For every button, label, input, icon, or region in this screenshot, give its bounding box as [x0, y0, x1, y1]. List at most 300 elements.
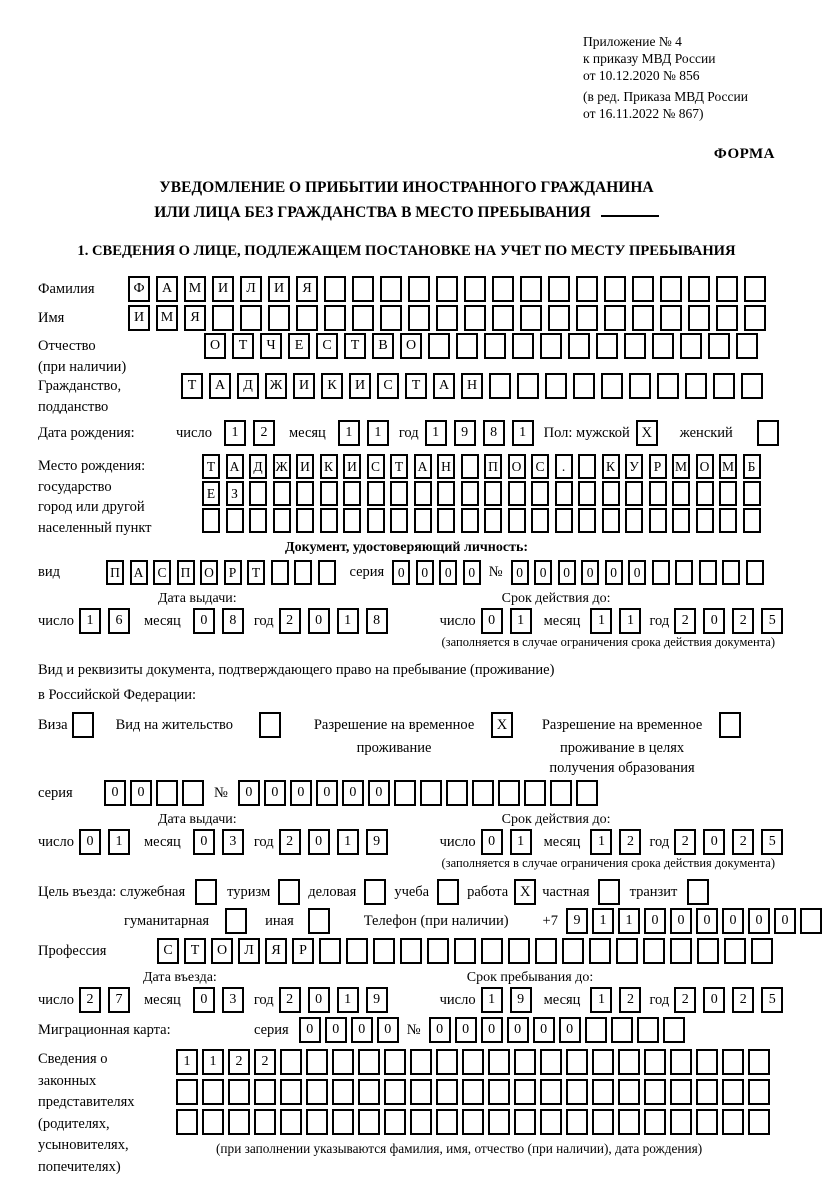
char-cell[interactable]: 0 [308, 829, 330, 855]
char-cell[interactable] [249, 481, 267, 506]
char-cell[interactable]: 1 [510, 608, 532, 634]
char-cell[interactable]: 7 [108, 987, 130, 1013]
char-cell[interactable]: 0 [429, 1017, 451, 1043]
char-cell[interactable] [202, 1109, 224, 1135]
char-cell[interactable] [663, 1017, 685, 1043]
residence-expiry-month-cells[interactable] [590, 829, 641, 855]
char-cell[interactable]: 1 [108, 829, 130, 855]
char-cell[interactable] [644, 1109, 666, 1135]
char-cell[interactable]: 1 [367, 420, 389, 446]
char-cell[interactable]: К [602, 454, 620, 479]
char-cell[interactable]: 2 [279, 829, 301, 855]
char-cell[interactable] [367, 508, 385, 533]
migration-number-cells[interactable] [429, 1017, 685, 1043]
char-cell[interactable] [573, 373, 595, 399]
char-cell[interactable]: 0 [351, 1017, 373, 1043]
char-cell[interactable] [604, 305, 626, 331]
char-cell[interactable] [632, 276, 654, 302]
char-cell[interactable]: 0 [308, 608, 330, 634]
char-cell[interactable]: 0 [481, 1017, 503, 1043]
char-cell[interactable] [176, 1079, 198, 1105]
char-cell[interactable]: Б [743, 454, 761, 479]
char-cell[interactable] [660, 276, 682, 302]
char-cell[interactable]: З [226, 481, 244, 506]
char-cell[interactable] [512, 333, 534, 359]
char-cell[interactable]: Н [437, 454, 455, 479]
char-cell[interactable] [296, 481, 314, 506]
char-cell[interactable] [390, 508, 408, 533]
char-cell[interactable] [524, 780, 546, 806]
char-cell[interactable]: 0 [748, 908, 770, 934]
char-cell[interactable]: 0 [481, 829, 503, 855]
char-cell[interactable]: 1 [619, 608, 641, 634]
char-cell[interactable]: 0 [104, 780, 126, 806]
char-cell[interactable] [437, 481, 455, 506]
char-cell[interactable] [436, 1079, 458, 1105]
char-cell[interactable]: 0 [696, 908, 718, 934]
char-cell[interactable] [228, 1109, 250, 1135]
char-cell[interactable]: К [321, 373, 343, 399]
char-cell[interactable] [637, 1017, 659, 1043]
char-cell[interactable]: О [204, 333, 226, 359]
char-cell[interactable] [751, 938, 773, 964]
issue-day-cells[interactable] [79, 608, 130, 634]
char-cell[interactable] [380, 305, 402, 331]
char-cell[interactable]: И [343, 454, 361, 479]
char-cell[interactable]: И [349, 373, 371, 399]
char-cell[interactable] [545, 373, 567, 399]
char-cell[interactable] [716, 305, 738, 331]
char-cell[interactable] [280, 1109, 302, 1135]
char-cell[interactable]: Д [249, 454, 267, 479]
purpose-official-checkbox[interactable] [195, 879, 217, 905]
char-cell[interactable] [540, 333, 562, 359]
char-cell[interactable] [550, 780, 572, 806]
char-cell[interactable]: 0 [193, 829, 215, 855]
char-cell[interactable]: 5 [761, 829, 783, 855]
char-cell[interactable] [384, 1109, 406, 1135]
char-cell[interactable] [592, 1079, 614, 1105]
char-cell[interactable] [461, 454, 479, 479]
char-cell[interactable]: 0 [416, 560, 434, 585]
char-cell[interactable] [660, 305, 682, 331]
char-cell[interactable]: А [156, 276, 178, 302]
char-cell[interactable] [548, 305, 570, 331]
char-cell[interactable] [596, 333, 618, 359]
char-cell[interactable] [358, 1109, 380, 1135]
char-cell[interactable]: 0 [534, 560, 552, 585]
char-cell[interactable]: П [177, 560, 195, 585]
char-cell[interactable] [531, 508, 549, 533]
visa-checkbox[interactable] [72, 712, 94, 738]
char-cell[interactable]: Я [265, 938, 287, 964]
char-cell[interactable]: 0 [377, 1017, 399, 1043]
char-cell[interactable] [643, 938, 665, 964]
char-cell[interactable] [489, 373, 511, 399]
char-cell[interactable] [414, 508, 432, 533]
char-cell[interactable]: О [200, 560, 218, 585]
char-cell[interactable]: С [157, 938, 179, 964]
char-cell[interactable] [531, 481, 549, 506]
char-cell[interactable] [436, 305, 458, 331]
char-cell[interactable] [394, 780, 416, 806]
char-cell[interactable] [462, 1049, 484, 1075]
char-cell[interactable]: 1 [79, 608, 101, 634]
char-cell[interactable] [697, 938, 719, 964]
char-cell[interactable] [464, 276, 486, 302]
doc-series-cells[interactable] [392, 560, 481, 585]
char-cell[interactable]: 2 [732, 829, 754, 855]
char-cell[interactable] [624, 333, 646, 359]
char-cell[interactable]: 0 [299, 1017, 321, 1043]
char-cell[interactable] [713, 373, 735, 399]
char-cell[interactable] [462, 1109, 484, 1135]
char-cell[interactable] [741, 373, 763, 399]
purpose-other-checkbox[interactable] [308, 908, 330, 934]
char-cell[interactable]: А [226, 454, 244, 479]
char-cell[interactable]: 0 [703, 987, 725, 1013]
char-cell[interactable] [226, 508, 244, 533]
char-cell[interactable]: 1 [425, 420, 447, 446]
char-cell[interactable] [744, 276, 766, 302]
char-cell[interactable]: 0 [79, 829, 101, 855]
birthplace-row2-cells[interactable] [202, 481, 761, 506]
char-cell[interactable]: 1 [337, 608, 359, 634]
char-cell[interactable] [578, 508, 596, 533]
char-cell[interactable]: 0 [703, 608, 725, 634]
char-cell[interactable]: 0 [130, 780, 152, 806]
purpose-tourism-checkbox[interactable] [278, 879, 300, 905]
char-cell[interactable]: С [377, 373, 399, 399]
char-cell[interactable] [618, 1109, 640, 1135]
char-cell[interactable]: М [184, 276, 206, 302]
char-cell[interactable]: Р [292, 938, 314, 964]
char-cell[interactable] [461, 508, 479, 533]
char-cell[interactable] [670, 938, 692, 964]
char-cell[interactable] [428, 333, 450, 359]
char-cell[interactable] [688, 276, 710, 302]
char-cell[interactable] [616, 938, 638, 964]
char-cell[interactable] [578, 454, 596, 479]
char-cell[interactable]: 5 [761, 608, 783, 634]
char-cell[interactable] [578, 481, 596, 506]
stay-month-cells[interactable] [590, 987, 641, 1013]
char-cell[interactable]: Ф [128, 276, 150, 302]
char-cell[interactable] [436, 1049, 458, 1075]
char-cell[interactable]: 0 [581, 560, 599, 585]
char-cell[interactable]: 0 [558, 560, 576, 585]
char-cell[interactable] [273, 508, 291, 533]
char-cell[interactable] [744, 305, 766, 331]
char-cell[interactable] [410, 1079, 432, 1105]
char-cell[interactable] [696, 1079, 718, 1105]
char-cell[interactable] [498, 780, 520, 806]
char-cell[interactable] [462, 1079, 484, 1105]
char-cell[interactable] [202, 508, 220, 533]
char-cell[interactable] [318, 560, 336, 585]
char-cell[interactable]: Ж [265, 373, 287, 399]
char-cell[interactable] [520, 305, 542, 331]
expiry-day-cells[interactable] [481, 608, 532, 634]
char-cell[interactable]: Д [237, 373, 259, 399]
char-cell[interactable] [324, 276, 346, 302]
purpose-study-checkbox[interactable] [437, 879, 459, 905]
char-cell[interactable]: 0 [316, 780, 338, 806]
doc-number-cells[interactable] [511, 560, 764, 585]
char-cell[interactable] [296, 305, 318, 331]
char-cell[interactable]: 0 [703, 829, 725, 855]
char-cell[interactable]: Ч [260, 333, 282, 359]
char-cell[interactable] [346, 938, 368, 964]
char-cell[interactable] [670, 1079, 692, 1105]
char-cell[interactable] [696, 481, 714, 506]
char-cell[interactable]: Т [344, 333, 366, 359]
char-cell[interactable]: 2 [228, 1049, 250, 1075]
char-cell[interactable] [249, 508, 267, 533]
residence-issue-day-cells[interactable] [79, 829, 130, 855]
char-cell[interactable] [555, 508, 573, 533]
char-cell[interactable]: 0 [628, 560, 646, 585]
char-cell[interactable] [464, 305, 486, 331]
char-cell[interactable] [589, 938, 611, 964]
char-cell[interactable] [343, 481, 361, 506]
char-cell[interactable] [420, 780, 442, 806]
residence-issue-year-cells[interactable] [279, 829, 388, 855]
char-cell[interactable]: 9 [566, 908, 588, 934]
purpose-humanitarian-checkbox[interactable] [225, 908, 247, 934]
char-cell[interactable]: 0 [644, 908, 666, 934]
char-cell[interactable]: 1 [592, 908, 614, 934]
char-cell[interactable]: 9 [366, 829, 388, 855]
char-cell[interactable] [670, 1049, 692, 1075]
char-cell[interactable] [746, 560, 764, 585]
residence-expiry-year-cells[interactable] [674, 829, 783, 855]
char-cell[interactable] [716, 276, 738, 302]
char-cell[interactable]: 0 [439, 560, 457, 585]
char-cell[interactable]: Т [232, 333, 254, 359]
char-cell[interactable]: М [719, 454, 737, 479]
char-cell[interactable] [320, 508, 338, 533]
expiry-year-cells[interactable] [674, 608, 783, 634]
char-cell[interactable]: А [209, 373, 231, 399]
char-cell[interactable] [508, 481, 526, 506]
char-cell[interactable] [484, 508, 502, 533]
sex-male-checkbox[interactable]: X [636, 420, 658, 446]
char-cell[interactable]: 0 [193, 987, 215, 1013]
char-cell[interactable] [670, 1109, 692, 1135]
char-cell[interactable]: Р [649, 454, 667, 479]
char-cell[interactable] [437, 508, 455, 533]
char-cell[interactable] [400, 938, 422, 964]
char-cell[interactable]: 0 [559, 1017, 581, 1043]
char-cell[interactable] [156, 780, 178, 806]
char-cell[interactable] [280, 1049, 302, 1075]
char-cell[interactable] [461, 481, 479, 506]
char-cell[interactable] [306, 1079, 328, 1105]
char-cell[interactable]: В [372, 333, 394, 359]
char-cell[interactable] [508, 938, 530, 964]
char-cell[interactable] [454, 938, 476, 964]
char-cell[interactable] [436, 276, 458, 302]
char-cell[interactable] [182, 780, 204, 806]
char-cell[interactable] [708, 333, 730, 359]
char-cell[interactable]: Ж [273, 454, 291, 479]
char-cell[interactable]: С [531, 454, 549, 479]
char-cell[interactable] [748, 1109, 770, 1135]
char-cell[interactable]: 2 [619, 987, 641, 1013]
char-cell[interactable]: Т [405, 373, 427, 399]
birthdate-month-cells[interactable] [338, 420, 389, 446]
char-cell[interactable] [652, 333, 674, 359]
char-cell[interactable]: Т [181, 373, 203, 399]
char-cell[interactable] [414, 481, 432, 506]
entry-year-cells[interactable] [279, 987, 388, 1013]
char-cell[interactable] [332, 1049, 354, 1075]
char-cell[interactable]: У [625, 454, 643, 479]
char-cell[interactable] [358, 1079, 380, 1105]
char-cell[interactable] [566, 1049, 588, 1075]
char-cell[interactable]: Т [247, 560, 265, 585]
char-cell[interactable] [649, 508, 667, 533]
char-cell[interactable] [514, 1109, 536, 1135]
char-cell[interactable]: 0 [392, 560, 410, 585]
char-cell[interactable] [176, 1109, 198, 1135]
char-cell[interactable]: 2 [79, 987, 101, 1013]
char-cell[interactable] [352, 305, 374, 331]
purpose-business-checkbox[interactable] [364, 879, 386, 905]
char-cell[interactable] [722, 1049, 744, 1075]
char-cell[interactable]: 0 [290, 780, 312, 806]
char-cell[interactable] [800, 908, 822, 934]
char-cell[interactable] [332, 1109, 354, 1135]
expiry-month-cells[interactable] [590, 608, 641, 634]
char-cell[interactable]: . [555, 454, 573, 479]
char-cell[interactable]: С [367, 454, 385, 479]
char-cell[interactable]: 1 [337, 987, 359, 1013]
residence-issue-month-cells[interactable] [193, 829, 244, 855]
char-cell[interactable] [548, 276, 570, 302]
residence-expiry-day-cells[interactable] [481, 829, 532, 855]
char-cell[interactable] [306, 1049, 328, 1075]
birthdate-year-cells[interactable] [425, 420, 534, 446]
char-cell[interactable] [535, 938, 557, 964]
char-cell[interactable] [324, 305, 346, 331]
char-cell[interactable]: 0 [670, 908, 692, 934]
char-cell[interactable] [696, 1109, 718, 1135]
char-cell[interactable] [644, 1049, 666, 1075]
char-cell[interactable] [228, 1079, 250, 1105]
char-cell[interactable] [585, 1017, 607, 1043]
char-cell[interactable]: 0 [605, 560, 623, 585]
char-cell[interactable] [390, 481, 408, 506]
char-cell[interactable] [427, 938, 449, 964]
char-cell[interactable]: С [153, 560, 171, 585]
char-cell[interactable]: 0 [238, 780, 260, 806]
char-cell[interactable]: Я [184, 305, 206, 331]
birthdate-day-cells[interactable] [224, 420, 275, 446]
char-cell[interactable] [254, 1079, 276, 1105]
char-cell[interactable] [319, 938, 341, 964]
char-cell[interactable]: 0 [342, 780, 364, 806]
char-cell[interactable]: 2 [619, 829, 641, 855]
char-cell[interactable] [722, 1109, 744, 1135]
char-cell[interactable] [696, 1049, 718, 1075]
char-cell[interactable] [380, 276, 402, 302]
char-cell[interactable] [576, 305, 598, 331]
char-cell[interactable]: Л [238, 938, 260, 964]
char-cell[interactable] [484, 333, 506, 359]
char-cell[interactable] [644, 1079, 666, 1105]
char-cell[interactable] [618, 1079, 640, 1105]
char-cell[interactable]: 0 [325, 1017, 347, 1043]
char-cell[interactable]: 5 [761, 987, 783, 1013]
char-cell[interactable] [481, 938, 503, 964]
char-cell[interactable] [743, 508, 761, 533]
representatives-row2-cells[interactable] [176, 1079, 770, 1105]
doc-kind-cells[interactable] [106, 560, 336, 585]
char-cell[interactable]: А [414, 454, 432, 479]
char-cell[interactable]: 1 [618, 908, 640, 934]
char-cell[interactable]: 2 [674, 829, 696, 855]
char-cell[interactable] [472, 780, 494, 806]
char-cell[interactable]: 1 [590, 608, 612, 634]
char-cell[interactable]: И [268, 276, 290, 302]
char-cell[interactable]: 1 [481, 987, 503, 1013]
char-cell[interactable]: 2 [254, 1049, 276, 1075]
char-cell[interactable]: 0 [533, 1017, 555, 1043]
patronymic-cells[interactable] [204, 333, 758, 359]
char-cell[interactable]: 0 [511, 560, 529, 585]
char-cell[interactable]: 0 [774, 908, 796, 934]
char-cell[interactable]: Л [240, 276, 262, 302]
char-cell[interactable] [601, 373, 623, 399]
char-cell[interactable]: М [672, 454, 690, 479]
char-cell[interactable] [576, 276, 598, 302]
residence-number-cells[interactable] [238, 780, 598, 806]
char-cell[interactable] [592, 1109, 614, 1135]
char-cell[interactable] [540, 1079, 562, 1105]
char-cell[interactable]: И [293, 373, 315, 399]
char-cell[interactable] [488, 1079, 510, 1105]
char-cell[interactable]: 8 [222, 608, 244, 634]
char-cell[interactable]: О [400, 333, 422, 359]
firstname-cells[interactable] [128, 305, 766, 331]
char-cell[interactable]: 2 [279, 608, 301, 634]
char-cell[interactable]: 1 [202, 1049, 224, 1075]
char-cell[interactable]: П [484, 454, 502, 479]
char-cell[interactable] [446, 780, 468, 806]
stay-year-cells[interactable] [674, 987, 783, 1013]
char-cell[interactable] [294, 560, 312, 585]
char-cell[interactable] [410, 1049, 432, 1075]
char-cell[interactable]: 0 [193, 608, 215, 634]
char-cell[interactable] [611, 1017, 633, 1043]
representatives-row1-cells[interactable] [176, 1049, 770, 1075]
char-cell[interactable] [352, 276, 374, 302]
char-cell[interactable]: 8 [483, 420, 505, 446]
char-cell[interactable] [566, 1109, 588, 1135]
char-cell[interactable] [520, 276, 542, 302]
char-cell[interactable] [514, 1079, 536, 1105]
char-cell[interactable] [685, 373, 707, 399]
purpose-transit-checkbox[interactable] [687, 879, 709, 905]
char-cell[interactable]: 1 [338, 420, 360, 446]
char-cell[interactable]: 0 [455, 1017, 477, 1043]
char-cell[interactable]: А [130, 560, 148, 585]
purpose-private-checkbox[interactable] [598, 879, 620, 905]
char-cell[interactable] [724, 938, 746, 964]
char-cell[interactable] [748, 1079, 770, 1105]
